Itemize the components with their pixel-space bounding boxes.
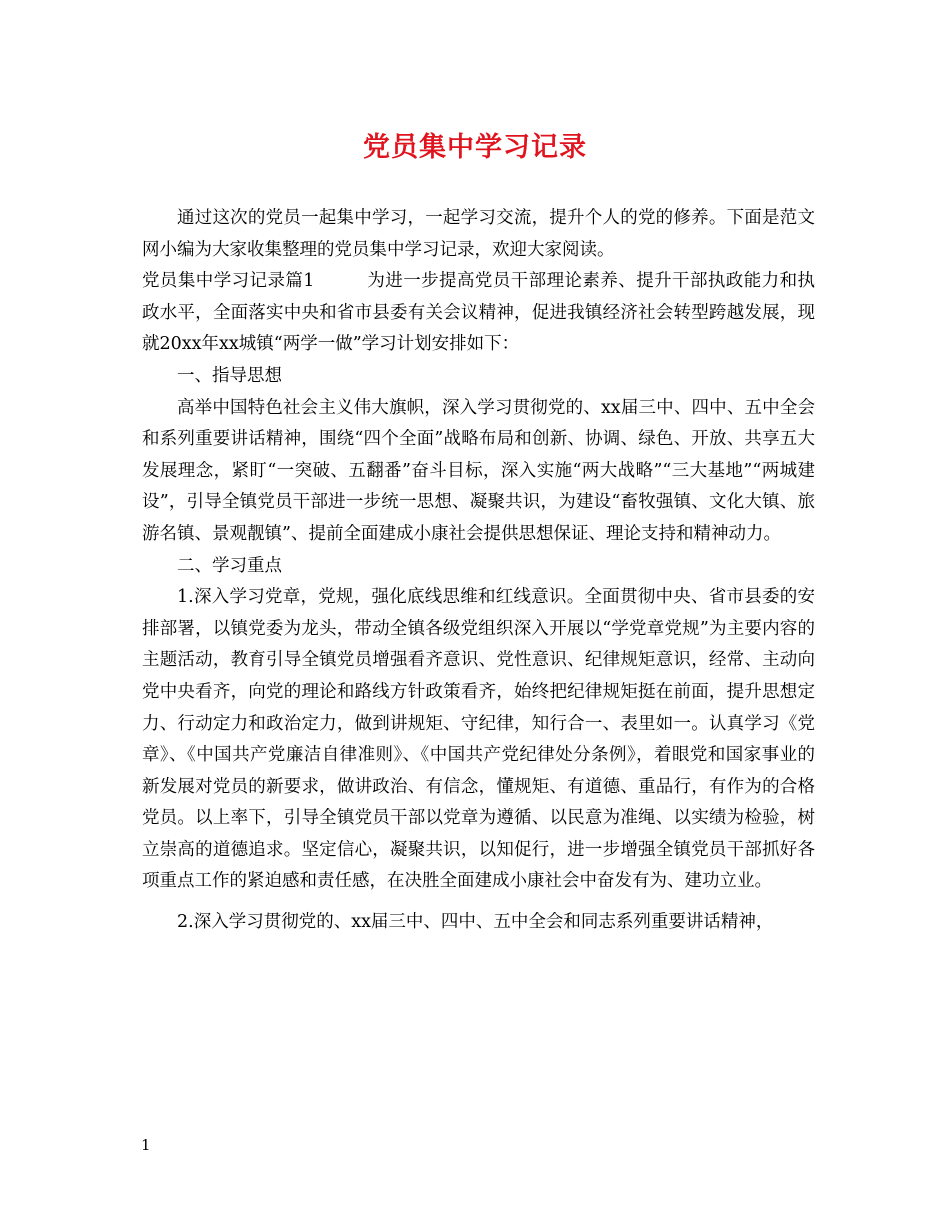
section-heading-guiding-thought: 一、指导思想	[177, 365, 282, 386]
page-number: 1	[141, 1136, 151, 1154]
chapter-paragraph	[142, 266, 815, 361]
chapter-text: 为进一步提高党员干部理论素养、提升干部执政能力和执政水平，全面落实中央和省市县委有关会议精神，促进我镇经济社会转型跨越发展，现就20xx年xx城镇“两学一做”学习计划安排如下：	[142, 271, 815, 355]
section-paragraph-guiding-thought: 高举中国特色社会主义伟大旗帜，深入学习贯彻党的、xx届三中、四中、五中全会和系列重要讲话精神，围绕“四个全面”战略布局和创新、协调、绿色、开放、共享五大发展理念，紧盯“一突破、五翻番”奋斗目标，深入实施“两大战略”“三大基地”“两城建设”，引导全镇党员干部进一步统一思想、凝聚共识，为建设“畜牧强镇、文化大镇、旅游名镇、景观靓镇”、提前全面建成小康社会提供思想保证、理论支持和精神动力。	[142, 397, 815, 544]
intro-paragraph: 通过这次的党员一起集中学习，一起学习交流，提升个人的党的修养。下面是范文网小编为大家收集整理的党员集中学习记录，欢迎大家阅读。	[142, 208, 815, 260]
document-body	[142, 203, 815, 939]
study-item-1-paragraph: 1.深入学习党章，党规，强化底线思维和红线意识。全面贯彻中央、省市县委的安排部署，以镇党委为龙头，带动全镇各级党组织深入开展以“学党章党规”为主要内容的主题活动，教育引导全镇党员增强看齐意识、党性意识、纪律规矩意识，经常、主动向党中央看齐，向党的理论和路线方针政策看齐，始终把纪律规矩挺在前面，提升思想定力、行动定力和政治定力，做到讲规矩、守纪律，知行合一、表里如一。认真学习《党章》、《中国共产党廉洁自律准则》、《中国共产党纪律处分条例》，着眼党和国家事业的新发展对党员的新要求，做讲政治、有信念，懂规矩、有道德、重品行，有作为的合格党员。以上率下，引导全镇党员干部以党章为遵循、以民意为准绳、以实绩为检验，树立崇高的道德追求。坚定信心，凝聚共识，以知促行，进一步增强全镇党员干部抓好各项重点工作的紧迫感和责任感，在决胜全面建成小康社会中奋发有为、建功立业。	[142, 587, 815, 892]
section-heading-study-focus: 二、学习重点	[177, 555, 282, 576]
document-title: 党员集中学习记录	[363, 132, 587, 163]
study-item-2-paragraph: 2.深入学习贯彻党的、xx届三中、四中、五中全会和同志系列重要讲话精神，	[177, 912, 774, 933]
chapter-label: 党员集中学习记录篇1	[142, 271, 315, 292]
